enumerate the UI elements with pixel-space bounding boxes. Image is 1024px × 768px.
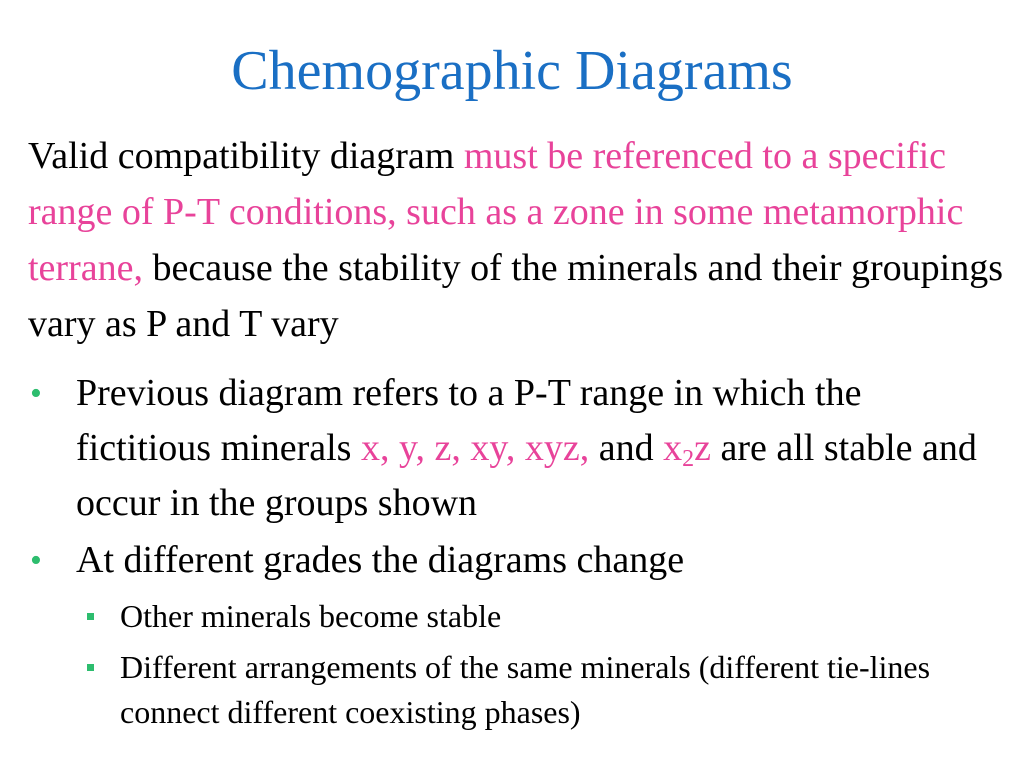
bullet-item-previous-diagram [0, 366, 996, 531]
mineral-x2z-base: x [663, 427, 683, 469]
bullet-text-pre: Previous diagram refers to a P-T range in which the fictitious minerals [76, 372, 862, 469]
intro-text-1: Valid compatibility diagram [28, 135, 464, 177]
sub-bullet-text: Other minerals become stable [120, 598, 502, 634]
bullet-text-mid: and [589, 427, 664, 469]
intro-highlight: must be referenced to a specific range of P-T conditions, such as a zone in some metamorphic terrane, [28, 135, 964, 289]
bullet-item-different-grades [0, 533, 996, 588]
bullet-dot-icon: • [30, 542, 42, 579]
bullet-text: At different grades the diagrams change [76, 539, 685, 581]
intro-text-3: because the stability of the minerals and their groupings vary as P and T vary [28, 247, 1004, 345]
sub-bullet-item-other-minerals [0, 594, 1000, 639]
bullet-list [0, 366, 1024, 735]
mineral-list-highlight: x, y, z, xy, xyz, [360, 427, 590, 469]
mineral-x2z-highlight [663, 427, 711, 472]
sub-bullet-text: Different arrangements of the same minerals (different tie-lines connect different coexisting phases) [120, 649, 931, 730]
slide-title: Chemographic Diagrams [231, 40, 793, 102]
bullet-text-post: are all stable and occur in the groups shown [76, 427, 977, 524]
sub-bullet-square-icon [87, 613, 94, 620]
intro-paragraph [28, 128, 1018, 352]
mineral-x2z-tail: z [694, 427, 711, 469]
sub-bullet-square-icon [87, 664, 94, 671]
sub-bullet-item-different-arrangements [0, 645, 1000, 735]
mineral-x2z-subscript: 2 [682, 446, 695, 472]
bullet-dot-icon: • [30, 375, 42, 412]
